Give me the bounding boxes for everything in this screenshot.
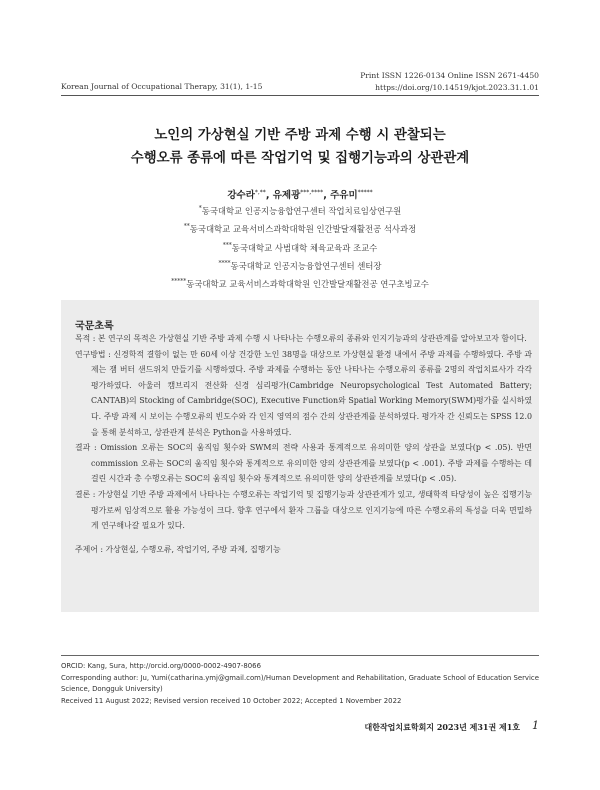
author-list: 강수라*,**, 유제광***,****, 주유미*****	[227, 188, 373, 201]
affiliation: **동국대학교 교육서비스과학대학원 인간발달재활전공 석사과정	[183, 223, 417, 235]
orcid-note: ORCID: Kang, Sura, http://orcid.org/0000-0002-4907-8066	[61, 662, 261, 670]
abstract-methods: 연구방법 : 신경학적 결함이 없는 만 60세 이상 건강한 노인 38명을 대상으로 가상현실 환경 내에서 주방 과제를 수행하였다. 주방 과제는 잼 버터 샌드위치 만들기를 시행하였다. 주방 과제를 수행하는 동안 나타나는 수행오류의 종류를 2명의 작업치료사가 각각 평가하였다. 아울러 캠브리지 전산화 신경 심리평가(Cambridge Neuropsychological Test Automated Battery; CANTAB)의 Stocking of Cambridge(SOC), Executive Function와 Spatial Working Memory(SWM)평가를 실시하였다. 주방 과제 시 보이는 수행오류의 빈도수와 각 인지 영역의 점수 간의 상관관계를 분석하였다. 평가자 간 신뢰도는 SPSS 12.0을 통해 분석하고, 상관관계 분석은 Python을 사용하였다.	[75, 349, 532, 437]
author-1: 강수라	[227, 190, 255, 201]
affiliation: ***동국대학교 사범대학 체육교육과 조교수	[222, 241, 378, 253]
author-3-sup: *****	[357, 188, 373, 196]
affiliation: *****동국대학교 교육서비스과학대학원 인간발달재활전공 연구초빙교수	[171, 278, 429, 289]
title-line-2: 수행오류 종류에 따른 작업기억 및 집행기능과의 상관관계	[130, 151, 470, 166]
header-divider	[61, 95, 539, 96]
footnote-divider	[61, 655, 539, 656]
abstract-purpose: 목적 : 본 연구의 목적은 가상현실 기반 주방 과제 수행 시 나타나는 수행오류의 종류와 인지기능과의 상관관계를 알아보고자 함이다.	[75, 334, 527, 343]
author-2-sup: ***,****	[300, 188, 324, 196]
journal-citation: Korean Journal of Occupational Therapy, 31(1), 1-15	[61, 82, 263, 91]
abstract-conclusion: 결론 : 가상현실 기반 주방 과제에서 나타나는 수행오류는 작업기억 및 집행기능과 상관관계가 있고, 생태학적 타당성이 높은 집행기능 평가로써 임상적으로 활용 가능성이 크다. 향후 연구에서 환자 그룹을 대상으로 인지기능에 따른 수행오류의 특성을 더욱 면밀하게 연구해나갈 필요가 있다.	[75, 489, 532, 531]
footnotes	[61, 661, 539, 707]
affiliation: *동국대학교 인공지능융합연구센터 작업치료임상연구원	[198, 205, 402, 216]
issn-text: Print ISSN 1226-0134 Online ISSN 2671-4450	[360, 71, 539, 80]
abstract-heading: 국문초록	[75, 321, 114, 332]
title-line-1: 노인의 가상현실 기반 주방 과제 수행 시 관찰되는	[154, 128, 446, 143]
author-1-sup: *,**	[254, 188, 266, 196]
abstract-keywords: 주제어 : 가상현실, 수행오류, 작업기억, 주방 과제, 집행기능	[75, 544, 281, 554]
abstract-body	[75, 331, 532, 557]
author-3: 주유미	[330, 190, 358, 201]
issn-block	[360, 70, 539, 93]
affiliation: ****동국대학교 인공지능융합연구센터 센터장	[218, 259, 382, 271]
corresponding-author-note: Corresponding author: Ju, Yumi(catharina.ymj@gmail.com)/Human Development and Rehabilitation, Graduate School of Education Service Science, Dongguk University)	[61, 673, 539, 694]
abstract-results: 결과 : Omission 오류는 SOC의 움직임 횟수와 SWM의 전략 사용과 통계적으로 유의미한 양의 상관을 보였다(p < .05). 반면 commission 오류는 SOC의 움직임 횟수와 통계적으로 유의미한 양의 상관관계를 보였다(p < .001). 주방 과제를 수행하는 데 걸린 시간과 총 수행오류는 SOC의 움직임 횟수와 통계적으로 유의미한 양의 상관관계를 보였다(p < .05).	[75, 443, 532, 484]
received-dates-note: Received 11 August 2022; Revised version received 10 October 2022; Accepted 1 November 2022	[61, 696, 402, 705]
paper-title	[40, 124, 560, 170]
affiliation-list	[40, 201, 560, 292]
page-number: 1	[532, 719, 539, 732]
doi-link[interactable]: https://doi.org/10.14519/kjot.2023.31.1.01	[375, 82, 539, 92]
footer-journal-issue: 대한작업치료학회지 2023년 제31권 제1호	[364, 722, 520, 732]
author-2: 유제광	[272, 190, 301, 201]
